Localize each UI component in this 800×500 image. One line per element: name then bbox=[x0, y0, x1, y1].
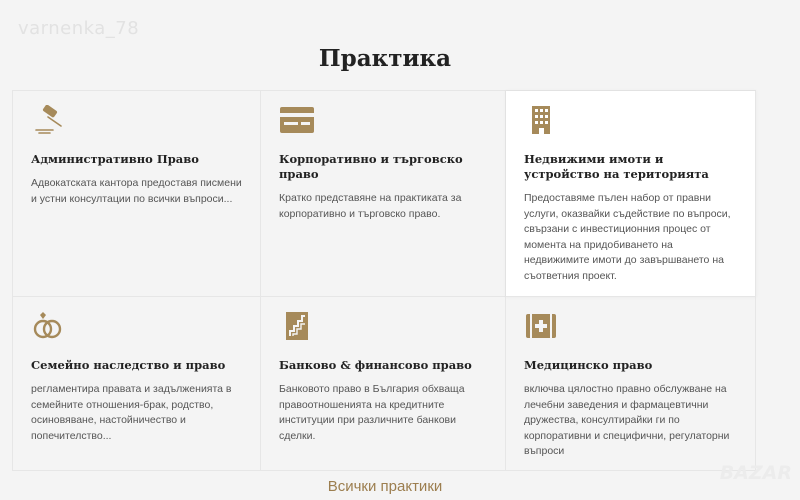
card-title: Медицинско право bbox=[524, 358, 653, 372]
card-icon bbox=[279, 105, 315, 135]
card-description: Адвокатската кантора предоставя писмени и устни консултации по всички въпроси... bbox=[31, 177, 242, 205]
practice-card-banking[interactable] bbox=[261, 297, 506, 471]
practice-card-medical[interactable] bbox=[506, 297, 756, 471]
practice-card-administrative[interactable] bbox=[13, 91, 261, 297]
rings-icon bbox=[31, 311, 67, 341]
practice-card-real-estate[interactable] bbox=[506, 91, 756, 297]
practice-grid bbox=[12, 90, 756, 471]
bazar-logo: BAZAR bbox=[719, 462, 792, 484]
practice-card-corporate[interactable] bbox=[261, 91, 506, 297]
gavel-icon bbox=[31, 105, 67, 135]
building-icon bbox=[524, 105, 560, 135]
banking-icon bbox=[279, 311, 315, 341]
card-description: Кратко представяне на практиката за корпоративно и търговско право. bbox=[279, 192, 462, 220]
watermark-text: varnenka_78 bbox=[18, 18, 140, 39]
medical-icon bbox=[524, 311, 560, 341]
all-practices-link[interactable]: Всички практики bbox=[327, 478, 443, 495]
card-description: Предоставяме пълен набор от правни услуги, оказвайки съдействие по въпроси, свързани с инвестиционния процес от момента на придобиването на недвижимите имоти до завършването на съответния проект. bbox=[524, 192, 731, 282]
card-description: включва цялостно правно обслужване на лечебни заведения и фармацевтични дружества, консултирайки ги по корпоративни и специфични, регулаторни въпроси bbox=[524, 383, 730, 457]
card-title: Административно Право bbox=[31, 152, 199, 166]
card-description: регламентира правата и задълженията в семейните отношения-брак, родство, осиновяване, настойничество и попечителство... bbox=[31, 383, 232, 442]
card-title: Семейно наследство и право bbox=[31, 358, 226, 372]
page-title: Практика bbox=[318, 45, 452, 73]
card-title: Корпоративно и търговско право bbox=[279, 152, 463, 181]
card-title: Недвижими имоти и устройство на територията bbox=[524, 152, 709, 181]
card-description: Банковото право в България обхваща правоотношенията на кредитните институции при различните банкови сделки. bbox=[279, 383, 465, 442]
practice-card-family[interactable] bbox=[13, 297, 261, 471]
card-title: Банково & финансово право bbox=[279, 358, 472, 372]
